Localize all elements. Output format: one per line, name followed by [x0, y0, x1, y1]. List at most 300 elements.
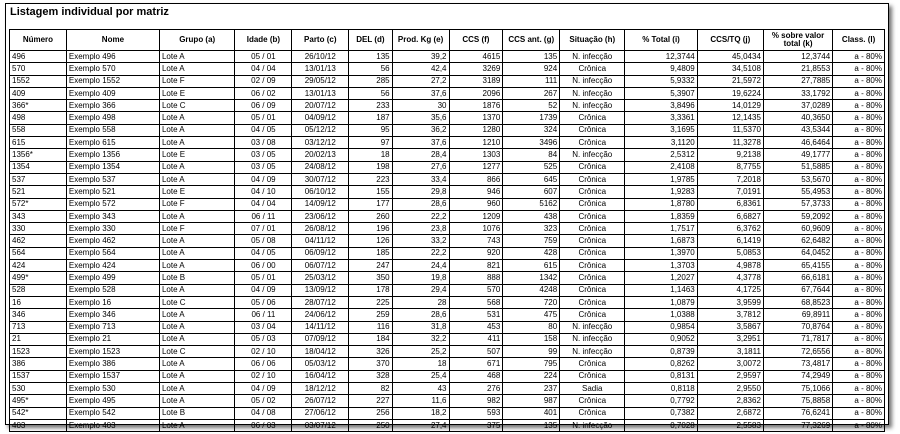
- cell-pct-sobre-total: 57,3733: [763, 198, 832, 210]
- cell-del: 227: [349, 395, 392, 407]
- cell-ccs-ant: 401: [503, 407, 560, 419]
- cell-ccs-tq: 19,6224: [697, 87, 763, 99]
- cell-class: a - 80%: [833, 198, 885, 210]
- cell-numero: 409: [10, 87, 67, 99]
- cell-idade: 05 / 01: [235, 112, 292, 124]
- cell-pct-total: 1,0388: [625, 309, 697, 321]
- table-body: [10, 51, 885, 432]
- cell-pct-total: 3,3361: [625, 112, 697, 124]
- cell-prod-kg: 27,6: [392, 161, 449, 173]
- cell-class: a - 80%: [833, 321, 885, 333]
- cell-situacao: Crônica: [560, 296, 625, 308]
- cell-parto: 26/08/12: [292, 223, 349, 235]
- cell-del: 256: [349, 407, 392, 419]
- cell-nome: Exemplo 558: [66, 124, 159, 136]
- cell-del: 184: [349, 333, 392, 345]
- table-row: [10, 260, 885, 272]
- cell-ccs: 531: [449, 309, 503, 321]
- cell-ccs-tq: 21,5972: [697, 75, 763, 87]
- cell-numero: 572*: [10, 198, 67, 210]
- cell-parto: 04/11/12: [292, 235, 349, 247]
- cell-grupo: Lote A: [159, 124, 235, 136]
- cell-ccs: 375: [449, 419, 503, 431]
- cell-ccs-tq: 3,7812: [697, 309, 763, 321]
- cell-ccs-ant: 135: [503, 419, 560, 431]
- cell-pct-sobre-total: 12,3744: [763, 51, 832, 63]
- cell-class: a - 80%: [833, 75, 885, 87]
- cell-parto: 03/12/12: [292, 137, 349, 149]
- cell-nome: Exemplo 1356: [66, 149, 159, 161]
- cell-nome: Exemplo 713: [66, 321, 159, 333]
- cell-class: a - 80%: [833, 419, 885, 431]
- cell-numero: 521: [10, 186, 67, 198]
- cell-grupo: Lote A: [159, 63, 235, 75]
- cell-ccs-tq: 2,9597: [697, 370, 763, 382]
- cell-del: 135: [349, 51, 392, 63]
- cell-nome: Exemplo 521: [66, 186, 159, 198]
- cell-parto: 26/10/12: [292, 51, 349, 63]
- cell-pct-sobre-total: 68,8523: [763, 296, 832, 308]
- cell-parto: 14/09/12: [292, 198, 349, 210]
- cell-del: 233: [349, 100, 392, 112]
- cell-idade: 05 / 02: [235, 395, 292, 407]
- cell-class: a - 80%: [833, 210, 885, 222]
- cell-pct-sobre-total: 66,6181: [763, 272, 832, 284]
- cell-ccs-ant: 475: [503, 309, 560, 321]
- cell-pct-sobre-total: 73,4817: [763, 358, 832, 370]
- cell-numero: 1523: [10, 346, 67, 358]
- cell-grupo: Lote E: [159, 87, 235, 99]
- cell-ccs-ant: 267: [503, 87, 560, 99]
- cell-situacao: Crônica: [560, 124, 625, 136]
- cell-ccs: 507: [449, 346, 503, 358]
- cell-ccs-ant: 795: [503, 358, 560, 370]
- cell-grupo: Lote A: [159, 419, 235, 431]
- cell-idade: 04 / 09: [235, 284, 292, 296]
- cell-class: a - 80%: [833, 100, 885, 112]
- table-row: [10, 321, 885, 333]
- cell-del: 198: [349, 161, 392, 173]
- cell-ccs: 888: [449, 272, 503, 284]
- table-row: [10, 358, 885, 370]
- cell-ccs-ant: 324: [503, 124, 560, 136]
- cell-pct-sobre-total: 75,1066: [763, 383, 832, 395]
- cell-del: 126: [349, 235, 392, 247]
- cell-pct-sobre-total: 75,8858: [763, 395, 832, 407]
- cell-grupo: Lote A: [159, 51, 235, 63]
- cell-prod-kg: 37,6: [392, 137, 449, 149]
- cell-del: 56: [349, 87, 392, 99]
- cell-prod-kg: 18: [392, 358, 449, 370]
- cell-pct-sobre-total: 37,0289: [763, 100, 832, 112]
- cell-del: 82: [349, 383, 392, 395]
- cell-prod-kg: 33,2: [392, 235, 449, 247]
- cell-prod-kg: 22,2: [392, 247, 449, 259]
- cell-ccs: 1209: [449, 210, 503, 222]
- cell-situacao: N. infecção: [560, 149, 625, 161]
- cell-pct-total: 1,0879: [625, 296, 697, 308]
- cell-grupo: Lote F: [159, 75, 235, 87]
- cell-ccs-ant: 438: [503, 210, 560, 222]
- cell-class: a - 80%: [833, 87, 885, 99]
- cell-nome: Exemplo 424: [66, 260, 159, 272]
- cell-ccs-tq: 11,3278: [697, 137, 763, 149]
- cell-pct-sobre-total: 65,4155: [763, 260, 832, 272]
- cell-pct-sobre-total: 74,2949: [763, 370, 832, 382]
- cell-numero: 713: [10, 321, 67, 333]
- table-row: [10, 223, 885, 235]
- cell-ccs: 2096: [449, 87, 503, 99]
- cell-idade: 04 / 05: [235, 247, 292, 259]
- cell-numero: 21: [10, 333, 67, 345]
- cell-parto: 18/04/12: [292, 346, 349, 358]
- table-row: [10, 112, 885, 124]
- cell-parto: 26/07/12: [292, 395, 349, 407]
- cell-pct-total: 0,8131: [625, 370, 697, 382]
- cell-numero: 564: [10, 247, 67, 259]
- cell-pct-total: 2,5312: [625, 149, 697, 161]
- cell-numero: 366*: [10, 100, 67, 112]
- cell-numero: 1354: [10, 161, 67, 173]
- cell-nome: Exemplo 537: [66, 173, 159, 185]
- cell-prod-kg: 37,6: [392, 87, 449, 99]
- cell-parto: 06/10/12: [292, 186, 349, 198]
- column-header-prod-kg: Prod. Kg (e): [392, 30, 449, 51]
- cell-nome: Exemplo 496: [66, 51, 159, 63]
- cell-nome: Exemplo 542: [66, 407, 159, 419]
- cell-ccs: 866: [449, 173, 503, 185]
- cell-nome: Exemplo 564: [66, 247, 159, 259]
- cell-pct-total: 0,8262: [625, 358, 697, 370]
- cell-parto: 29/05/12: [292, 75, 349, 87]
- cell-grupo: Lote F: [159, 223, 235, 235]
- cell-nome: Exemplo 570: [66, 63, 159, 75]
- cell-grupo: Lote A: [159, 333, 235, 345]
- cell-pct-sobre-total: 76,6241: [763, 407, 832, 419]
- cell-ccs-ant: 3496: [503, 137, 560, 149]
- cell-situacao: N. infecção: [560, 419, 625, 431]
- cell-parto: 24/08/12: [292, 161, 349, 173]
- cell-nome: Exemplo 462: [66, 235, 159, 247]
- cell-prod-kg: 32,2: [392, 333, 449, 345]
- cell-del: 350: [349, 272, 392, 284]
- cell-prod-kg: 27,4: [392, 419, 449, 431]
- cell-ccs-tq: 3,1811: [697, 346, 763, 358]
- cell-prod-kg: 39,2: [392, 51, 449, 63]
- cell-ccs-tq: 4,3778: [697, 272, 763, 284]
- cell-nome: Exemplo 386: [66, 358, 159, 370]
- cell-idade: 06 / 11: [235, 309, 292, 321]
- cell-pct-sobre-total: 40,3650: [763, 112, 832, 124]
- cell-situacao: N. infecção: [560, 87, 625, 99]
- table-row: [10, 247, 885, 259]
- cell-grupo: Lote A: [159, 210, 235, 222]
- cell-parto: 07/09/12: [292, 333, 349, 345]
- cell-idade: 06 / 03: [235, 419, 292, 431]
- cell-ccs-tq: 12,1435: [697, 112, 763, 124]
- cell-parto: 04/09/12: [292, 112, 349, 124]
- cell-grupo: Lote B: [159, 272, 235, 284]
- cell-prod-kg: 35,6: [392, 112, 449, 124]
- cell-ccs-ant: 720: [503, 296, 560, 308]
- column-header-ccs-ant: CCS ant. (g): [503, 30, 560, 51]
- cell-pct-sobre-total: 27,7885: [763, 75, 832, 87]
- cell-prod-kg: 31,8: [392, 321, 449, 333]
- cell-class: a - 80%: [833, 346, 885, 358]
- cell-ccs-tq: 6,6827: [697, 210, 763, 222]
- cell-parto: 05/12/12: [292, 124, 349, 136]
- cell-ccs-ant: 924: [503, 63, 560, 75]
- cell-grupo: Lote A: [159, 370, 235, 382]
- cell-prod-kg: 23,8: [392, 223, 449, 235]
- cell-grupo: Lote F: [159, 198, 235, 210]
- cell-ccs: 593: [449, 407, 503, 419]
- cell-grupo: Lote A: [159, 112, 235, 124]
- cell-numero: 558: [10, 124, 67, 136]
- cell-situacao: Crônica: [560, 161, 625, 173]
- cell-nome: Exemplo 498: [66, 112, 159, 124]
- cell-nome: Exemplo 21: [66, 333, 159, 345]
- cell-pct-total: 1,9785: [625, 173, 697, 185]
- cell-idade: 03 / 05: [235, 161, 292, 173]
- cell-prod-kg: 42,4: [392, 63, 449, 75]
- cell-grupo: Lote E: [159, 186, 235, 198]
- cell-ccs-ant: 987: [503, 395, 560, 407]
- cell-ccs-ant: 759: [503, 235, 560, 247]
- cell-class: a - 80%: [833, 407, 885, 419]
- cell-class: a - 80%: [833, 296, 885, 308]
- cell-ccs-ant: 4248: [503, 284, 560, 296]
- cell-pct-total: 1,6873: [625, 235, 697, 247]
- cell-del: 285: [349, 75, 392, 87]
- cell-situacao: Crônica: [560, 358, 625, 370]
- cell-del: 155: [349, 186, 392, 198]
- table-row: [10, 75, 885, 87]
- cell-numero: 1537: [10, 370, 67, 382]
- cell-ccs: 276: [449, 383, 503, 395]
- cell-idade: 04 / 08: [235, 407, 292, 419]
- table-row: [10, 284, 885, 296]
- cell-del: 260: [349, 210, 392, 222]
- cell-parto: 24/06/12: [292, 309, 349, 321]
- column-header-ccs-tq: CCS/TQ (j): [697, 30, 763, 51]
- cell-pct-sobre-total: 55,4953: [763, 186, 832, 198]
- cell-parto: 06/09/12: [292, 247, 349, 259]
- cell-situacao: N. infecção: [560, 75, 625, 87]
- cell-nome: Exemplo 495: [66, 395, 159, 407]
- cell-numero: 343: [10, 210, 67, 222]
- cell-situacao: N. infecção: [560, 346, 625, 358]
- cell-grupo: Lote A: [159, 161, 235, 173]
- cell-prod-kg: 19,8: [392, 272, 449, 284]
- cell-numero: 424: [10, 260, 67, 272]
- cell-class: a - 80%: [833, 51, 885, 63]
- table-row: [10, 210, 885, 222]
- cell-numero: 403: [10, 419, 67, 431]
- cell-prod-kg: 30: [392, 100, 449, 112]
- cell-pct-total: 1,2027: [625, 272, 697, 284]
- cell-ccs: 1370: [449, 112, 503, 124]
- cell-pct-sobre-total: 43,5344: [763, 124, 832, 136]
- cell-idade: 05 / 03: [235, 333, 292, 345]
- cell-pct-sobre-total: 59,2092: [763, 210, 832, 222]
- cell-class: a - 80%: [833, 358, 885, 370]
- cell-parto: 18/12/12: [292, 383, 349, 395]
- cell-ccs-ant: 135: [503, 51, 560, 63]
- cell-nome: Exemplo 615: [66, 137, 159, 149]
- cell-ccs-tq: 2,5583: [697, 419, 763, 431]
- cell-pct-sobre-total: 72,6556: [763, 346, 832, 358]
- cell-ccs-tq: 14,0129: [697, 100, 763, 112]
- table-row: [10, 124, 885, 136]
- cell-idade: 03 / 04: [235, 321, 292, 333]
- table-row: [10, 198, 885, 210]
- table-header-row: [10, 30, 885, 51]
- cell-grupo: Lote C: [159, 100, 235, 112]
- cell-class: a - 80%: [833, 112, 885, 124]
- cell-parto: 25/03/12: [292, 272, 349, 284]
- cell-situacao: Crônica: [560, 198, 625, 210]
- cell-pct-sobre-total: 46,6464: [763, 137, 832, 149]
- cell-ccs: 1303: [449, 149, 503, 161]
- cell-del: 116: [349, 321, 392, 333]
- cell-situacao: Crônica: [560, 63, 625, 75]
- cell-nome: Exemplo 346: [66, 309, 159, 321]
- cell-grupo: Lote C: [159, 296, 235, 308]
- cell-prod-kg: 27,2: [392, 75, 449, 87]
- cell-pct-total: 5,3907: [625, 87, 697, 99]
- column-header-pct-sobre-total: % sobre valor total (k): [763, 30, 832, 51]
- cell-ccs: 671: [449, 358, 503, 370]
- cell-nome: Exemplo 1537: [66, 370, 159, 382]
- cell-idade: 04 / 04: [235, 63, 292, 75]
- cell-idade: 02 / 10: [235, 346, 292, 358]
- cell-pct-total: 1,7517: [625, 223, 697, 235]
- column-header-pct-total: % Total (i): [625, 30, 697, 51]
- cell-parto: 20/07/12: [292, 100, 349, 112]
- cell-pct-total: 0,8739: [625, 346, 697, 358]
- cell-pct-total: 2,4108: [625, 161, 697, 173]
- cell-del: 223: [349, 173, 392, 185]
- cell-numero: 537: [10, 173, 67, 185]
- table-row: [10, 383, 885, 395]
- cell-class: a - 80%: [833, 260, 885, 272]
- cell-ccs-ant: 645: [503, 173, 560, 185]
- cell-parto: 27/06/12: [292, 407, 349, 419]
- cell-ccs: 568: [449, 296, 503, 308]
- cell-del: 97: [349, 137, 392, 149]
- cell-nome: Exemplo 1354: [66, 161, 159, 173]
- cell-situacao: N. infecção: [560, 321, 625, 333]
- cell-pct-total: 1,8359: [625, 210, 697, 222]
- cell-pct-sobre-total: 21,8553: [763, 63, 832, 75]
- table-row: [10, 87, 885, 99]
- table-row: [10, 100, 885, 112]
- cell-grupo: Lote B: [159, 407, 235, 419]
- cell-ccs-tq: 2,9550: [697, 383, 763, 395]
- cell-pct-sobre-total: 77,3269: [763, 419, 832, 431]
- cell-del: 95: [349, 124, 392, 136]
- cell-grupo: Lote E: [159, 149, 235, 161]
- cell-grupo: Lote A: [159, 260, 235, 272]
- cell-pct-sobre-total: 71,7817: [763, 333, 832, 345]
- cell-class: a - 80%: [833, 173, 885, 185]
- cell-grupo: Lote A: [159, 235, 235, 247]
- cell-parto: 06/07/12: [292, 260, 349, 272]
- cell-nome: Exemplo 343: [66, 210, 159, 222]
- cell-parto: 23/06/12: [292, 210, 349, 222]
- cell-grupo: Lote A: [159, 137, 235, 149]
- cell-del: 18: [349, 149, 392, 161]
- cell-ccs: 1277: [449, 161, 503, 173]
- cell-nome: Exemplo 528: [66, 284, 159, 296]
- cell-prod-kg: 25,2: [392, 346, 449, 358]
- table-row: [10, 333, 885, 345]
- column-header-class: Class. (l): [833, 30, 885, 51]
- cell-ccs: 3189: [449, 75, 503, 87]
- table-row: [10, 272, 885, 284]
- cell-idade: 07 / 01: [235, 223, 292, 235]
- cell-idade: 04 / 05: [235, 124, 292, 136]
- cell-ccs-tq: 34,5108: [697, 63, 763, 75]
- cell-ccs-ant: 525: [503, 161, 560, 173]
- cell-prod-kg: 18,2: [392, 407, 449, 419]
- cell-idade: 03 / 08: [235, 137, 292, 149]
- cell-class: a - 80%: [833, 395, 885, 407]
- table-row: [10, 407, 885, 419]
- cell-numero: 462: [10, 235, 67, 247]
- cell-del: 185: [349, 247, 392, 259]
- cell-ccs-tq: 2,8362: [697, 395, 763, 407]
- cell-class: a - 80%: [833, 223, 885, 235]
- cell-ccs-tq: 3,0072: [697, 358, 763, 370]
- cell-numero: 16: [10, 296, 67, 308]
- cell-prod-kg: 22,2: [392, 210, 449, 222]
- cell-pct-total: 1,8780: [625, 198, 697, 210]
- cell-pct-sobre-total: 60,9609: [763, 223, 832, 235]
- cell-situacao: Crônica: [560, 223, 625, 235]
- cell-numero: 346: [10, 309, 67, 321]
- cell-class: a - 80%: [833, 272, 885, 284]
- cell-situacao: Crônica: [560, 272, 625, 284]
- cell-ccs-tq: 45,0434: [697, 51, 763, 63]
- cell-ccs-tq: 6,8361: [697, 198, 763, 210]
- cell-prod-kg: 28: [392, 296, 449, 308]
- cell-class: a - 80%: [833, 124, 885, 136]
- column-header-parto: Parto (c): [292, 30, 349, 51]
- cell-class: a - 80%: [833, 235, 885, 247]
- cell-class: a - 80%: [833, 247, 885, 259]
- cell-situacao: Crônica: [560, 210, 625, 222]
- cell-ccs-ant: 99: [503, 346, 560, 358]
- cell-ccs-ant: 607: [503, 186, 560, 198]
- cell-parto: 13/01/13: [292, 87, 349, 99]
- cell-del: 247: [349, 260, 392, 272]
- cell-del: 259: [349, 309, 392, 321]
- cell-ccs-tq: 4,9878: [697, 260, 763, 272]
- cell-nome: Exemplo 403: [66, 419, 159, 431]
- cell-class: a - 80%: [833, 333, 885, 345]
- cell-nome: Exemplo 1552: [66, 75, 159, 87]
- cell-ccs: 946: [449, 186, 503, 198]
- cell-idade: 02 / 10: [235, 370, 292, 382]
- cell-ccs: 960: [449, 198, 503, 210]
- cell-ccs: 570: [449, 284, 503, 296]
- cell-pct-sobre-total: 67,7644: [763, 284, 832, 296]
- cell-del: 177: [349, 198, 392, 210]
- report-title: Listagem individual por matriz: [10, 6, 169, 18]
- cell-prod-kg: 24,4: [392, 260, 449, 272]
